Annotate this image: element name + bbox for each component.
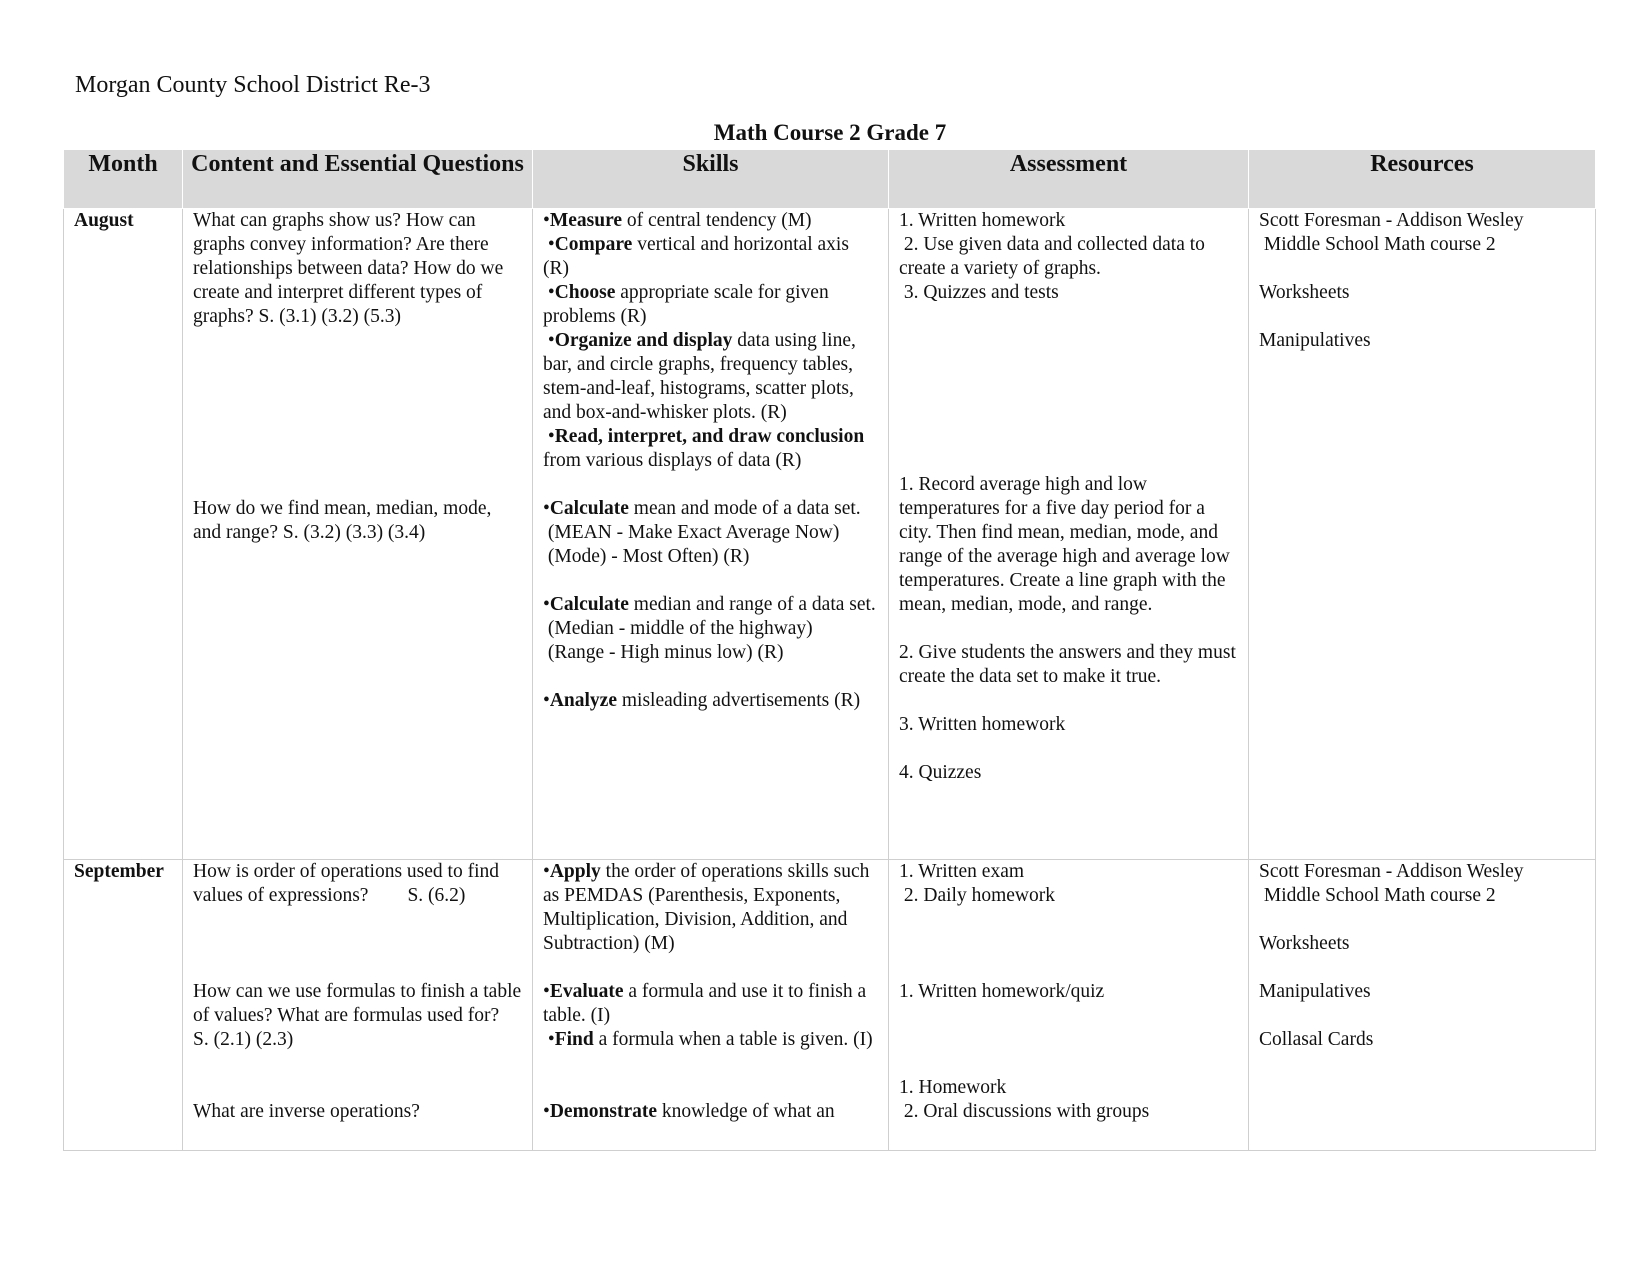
assessment-item: 1. Written exam: [899, 861, 1025, 882]
resource-item: Scott Foresman - Addison Wesley: [1259, 861, 1524, 882]
month-cell: September: [64, 860, 183, 1151]
table-row-september: [64, 860, 1596, 1151]
skill-item: •Choose appropriate scale for given problems (R): [543, 282, 829, 327]
assessment-item: 3. Written homework: [899, 714, 1066, 735]
resources-cell: [1249, 860, 1596, 1151]
resource-item: Manipulatives: [1259, 330, 1371, 351]
column-header-month: Month: [64, 150, 183, 209]
assessment-cell: [889, 209, 1249, 860]
skill-item: •Apply the order of operations skills such as PEMDAS (Parenthesis, Exponents, Multiplication, Division, Addition, and Subtraction) (M): [543, 861, 870, 954]
resource-item: Worksheets: [1259, 282, 1350, 303]
resource-item: Worksheets: [1259, 933, 1350, 954]
table-header-row: [64, 150, 1596, 209]
skill-mnemonic: (Median - middle of the highway): [547, 618, 813, 639]
essential-question: S. (2.1) (2.3): [193, 1029, 294, 1050]
assessment-item: 1. Homework: [899, 1077, 1007, 1098]
essential-question: How can we use formulas to finish a table of values? What are formulas used for?: [193, 981, 522, 1026]
assessment-item: 3. Quizzes and tests: [903, 282, 1059, 303]
essential-question: How is order of operations used to find values of expressions? S. (6.2): [193, 861, 499, 906]
skills-cell: [533, 209, 889, 860]
assessment-item: 2. Use given data and collected data to create a variety of graphs.: [899, 234, 1205, 279]
resource-item: Middle School Math course 2: [1263, 885, 1496, 906]
assessment-cell: [889, 860, 1249, 1151]
content-cell: [183, 209, 533, 860]
skill-item: •Evaluate a formula and use it to finish a table. (I): [543, 981, 867, 1026]
essential-question: What can graphs show us? How can graphs convey information? Are there relationships between data? How do we create and interpret different types of graphs? S. (3.1) (3.2) (5.3): [193, 210, 504, 327]
assessment-item: 1. Written homework: [899, 210, 1066, 231]
district-name: Morgan County School District Re-3: [75, 72, 431, 98]
skill-mnemonic: (Mode) - Most Often) (R): [547, 546, 750, 567]
month-cell: August: [64, 209, 183, 860]
curriculum-table: [63, 149, 1596, 1151]
resource-item: Collasal Cards: [1259, 1029, 1374, 1050]
skill-item: •Find a formula when a table is given. (I): [543, 1029, 873, 1050]
resource-item: Middle School Math course 2: [1263, 234, 1496, 255]
skill-mnemonic: (MEAN - Make Exact Average Now): [547, 522, 840, 543]
assessment-item: 1. Record average high and low temperatures for a five day period for a city. Then find mean, median, mode, and range of the average high and average low temperatures. Create a line graph with the mean, median, mode, and range.: [899, 474, 1230, 615]
assessment-item: 1. Written homework/quiz: [899, 981, 1105, 1002]
column-header-content: Content and Essential Questions: [183, 150, 533, 209]
column-header-assessment: Assessment: [889, 150, 1249, 209]
skill-item: •Demonstrate knowledge of what an: [543, 1101, 835, 1122]
assessment-item: 2. Daily homework: [903, 885, 1055, 906]
skill-item: •Organize and display data using line, bar, and circle graphs, frequency tables, stem-and-leaf, histograms, scatter plots, and box-and-whisker plots. (R): [543, 330, 856, 423]
assessment-item: 2. Give students the answers and they must create the data set to make it true.: [899, 642, 1236, 687]
skill-item: •Calculate median and range of a data set.: [543, 594, 876, 615]
skill-item: •Compare vertical and horizontal axis (R): [543, 234, 849, 279]
skill-item: •Analyze misleading advertisements (R): [543, 690, 861, 711]
assessment-item: 2. Oral discussions with groups: [903, 1101, 1150, 1122]
resource-item: Scott Foresman - Addison Wesley: [1259, 210, 1524, 231]
resource-item: Manipulatives: [1259, 981, 1371, 1002]
column-header-resources: Resources: [1249, 150, 1596, 209]
essential-question: How do we find mean, median, mode, and range? S. (3.2) (3.3) (3.4): [193, 498, 492, 543]
content-cell: [183, 860, 533, 1151]
skill-item: •Measure of central tendency (M): [543, 210, 812, 231]
skills-cell: [533, 860, 889, 1151]
essential-question: What are inverse operations?: [193, 1101, 420, 1122]
resources-cell: [1249, 209, 1596, 860]
skill-item: •Read, interpret, and draw conclusion from various displays of data (R): [543, 426, 865, 471]
table-row-august: [64, 209, 1596, 860]
column-header-skills: Skills: [533, 150, 889, 209]
skill-mnemonic: (Range - High minus low) (R): [547, 642, 784, 663]
document-title: Math Course 2 Grade 7: [713, 120, 947, 145]
assessment-item: 4. Quizzes: [899, 762, 982, 783]
skill-item: •Calculate mean and mode of a data set.: [543, 498, 861, 519]
